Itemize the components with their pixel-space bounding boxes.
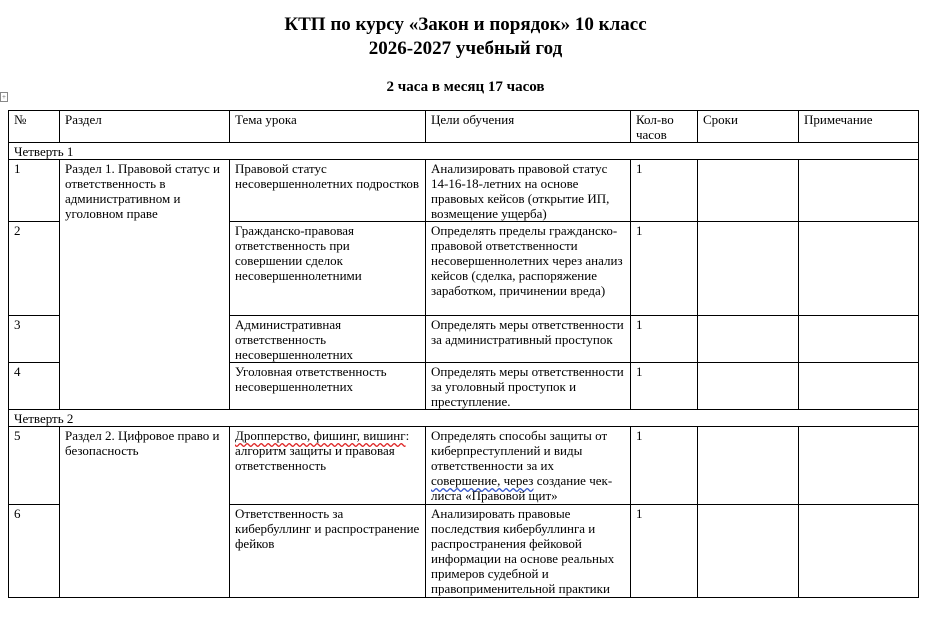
section-cell[interactable]: Раздел 1. Правовой статус и ответственность в административном и уголовном праве (60, 160, 230, 410)
header-cell-topic[interactable]: Тема урока (230, 111, 426, 143)
dates-cell[interactable] (698, 222, 799, 316)
hours-cell[interactable]: 1 (631, 427, 698, 505)
row-number[interactable]: 6 (9, 505, 60, 598)
document-year: 2026-2027 учебный год (368, 38, 563, 59)
topic-cell[interactable]: Уголовная ответственность несовершеннолетних (230, 363, 426, 410)
quarter-label[interactable]: Четверть 2 (9, 410, 919, 427)
header-cell-dates[interactable]: Сроки (698, 111, 799, 143)
goal-text: создание чек-листа «Правовой щит» (431, 473, 613, 503)
document-subtitle: 2 часа в месяц 17 часов (386, 79, 545, 95)
row-number[interactable]: 5 (9, 427, 60, 505)
hours-cell[interactable]: 1 (631, 505, 698, 598)
header-cell-section[interactable]: Раздел (60, 111, 230, 143)
dates-cell[interactable] (698, 363, 799, 410)
goal-cell[interactable]: Определять пределы гражданско-правовой ответственности несовершеннолетних через анализ кейсов (сделка, распоряжение заработком, причинении вреда) (426, 222, 631, 316)
topic-text: : алгоритм защиты и правовая ответственность (235, 428, 410, 473)
goal-cell[interactable]: Анализировать правовой статус 14-16-18-летних на основе правовых кейсов (открытие ИП, возмещение ущерба) (426, 160, 631, 222)
row-number[interactable]: 2 (9, 222, 60, 316)
note-cell[interactable] (799, 505, 919, 598)
note-cell[interactable] (799, 316, 919, 363)
header-cell-goals[interactable]: Цели обучения (426, 111, 631, 143)
document-title: КТП по курсу «Закон и порядок» 10 класс (284, 14, 647, 35)
header-cell-notes[interactable]: Примечание (799, 111, 919, 143)
header-cell-number[interactable]: № (9, 111, 60, 143)
header-cell-hours[interactable]: Кол-во часов (631, 111, 698, 143)
goal-text: Определять способы защиты от киберпреступлений и виды ответственности за их (431, 428, 608, 473)
spellcheck-underlined-text: Дропперство, фишинг, вишинг (235, 428, 406, 443)
topic-cell[interactable]: Гражданско-правовая ответственность при совершении сделок несовершеннолетними (230, 222, 426, 316)
topic-cell[interactable]: Административная ответственность несовершеннолетних (230, 316, 426, 363)
hours-cell[interactable]: 1 (631, 363, 698, 410)
row-number[interactable]: 1 (9, 160, 60, 222)
curriculum-table (8, 110, 919, 598)
goal-cell[interactable]: Определять меры ответственности за административный проступок (426, 316, 631, 363)
section-cell[interactable]: Раздел 2. Цифровое право и безопасность (60, 427, 230, 598)
quarter-label[interactable]: Четверть 1 (9, 143, 919, 160)
note-cell[interactable] (799, 160, 919, 222)
dates-cell[interactable] (698, 160, 799, 222)
dates-cell[interactable] (698, 427, 799, 505)
table-header-row (9, 111, 919, 143)
hours-cell[interactable]: 1 (631, 222, 698, 316)
quarter-row (9, 410, 919, 427)
goal-cell[interactable] (426, 427, 631, 505)
table-row (9, 160, 919, 222)
quarter-row (9, 143, 919, 160)
table-move-handle-icon[interactable]: + (0, 92, 8, 102)
table-row (9, 427, 919, 505)
note-cell[interactable] (799, 427, 919, 505)
hours-cell[interactable]: 1 (631, 160, 698, 222)
topic-cell[interactable]: Ответственность за кибербуллинг и распространение фейков (230, 505, 426, 598)
goal-cell[interactable]: Определять меры ответственности за уголовный проступок и преступление. (426, 363, 631, 410)
note-cell[interactable] (799, 363, 919, 410)
note-cell[interactable] (799, 222, 919, 316)
hours-cell[interactable]: 1 (631, 316, 698, 363)
topic-cell[interactable]: Правовой статус несовершеннолетних подростков (230, 160, 426, 222)
grammar-underlined-text: совершение, через (431, 473, 534, 488)
goal-cell[interactable]: Анализировать правовые последствия кибербуллинга и распространения фейковой информации на основе реальных примеров судебной и правоприменительной практики (426, 505, 631, 598)
topic-cell[interactable] (230, 427, 426, 505)
dates-cell[interactable] (698, 316, 799, 363)
row-number[interactable]: 4 (9, 363, 60, 410)
dates-cell[interactable] (698, 505, 799, 598)
row-number[interactable]: 3 (9, 316, 60, 363)
